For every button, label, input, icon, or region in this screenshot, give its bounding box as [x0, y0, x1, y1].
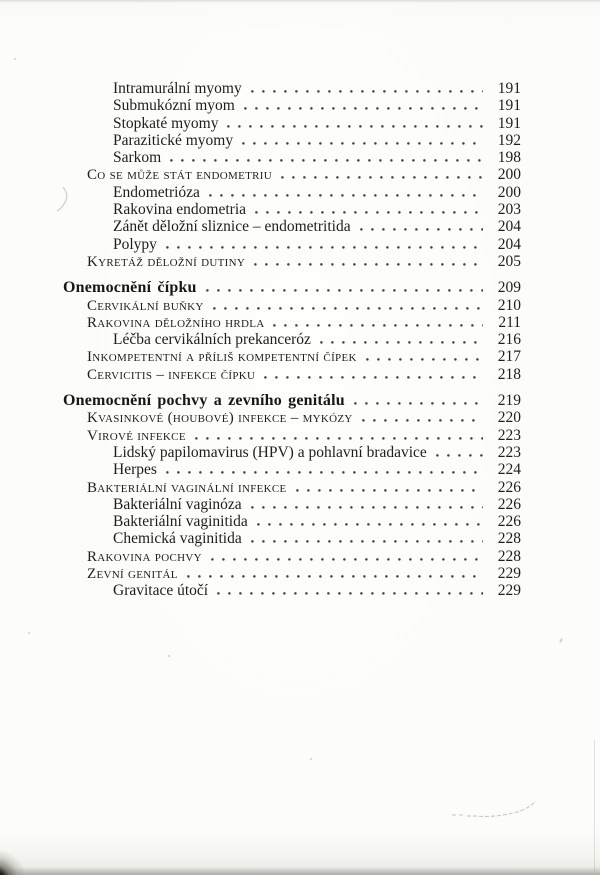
dot-leader	[209, 557, 483, 561]
dot-leader	[211, 306, 483, 310]
toc-page-number: 226	[497, 513, 521, 531]
dot-leader	[215, 591, 483, 595]
toc-entry-label: Kvasinkové (houbové) infekce – mykózy	[87, 410, 353, 427]
dust-speck	[14, 58, 16, 60]
toc-row	[63, 444, 521, 461]
dust-speck	[559, 638, 563, 643]
toc-row	[63, 218, 521, 235]
toc-row	[63, 314, 521, 331]
toc-page-number: 209	[497, 279, 521, 297]
dot-leader	[279, 175, 483, 179]
toc-row	[63, 115, 521, 132]
toc-entry-label: Bakteriální vaginóza	[113, 495, 242, 513]
scan-corner-shadow	[0, 835, 46, 875]
toc-entry-label: Onemocnění čípku	[63, 279, 197, 297]
dot-leader	[364, 357, 483, 361]
dot-leader	[249, 539, 483, 543]
toc-page-number: 223	[497, 443, 521, 461]
dot-leader	[168, 158, 483, 162]
toc-page-number: 200	[497, 183, 521, 201]
toc-row	[63, 184, 521, 201]
pencil-scribble-mark	[438, 796, 553, 828]
toc-page-number: 218	[497, 365, 521, 383]
toc-section	[63, 279, 521, 383]
toc-row	[63, 530, 521, 547]
dot-leader	[164, 470, 483, 474]
dot-leader	[253, 210, 483, 214]
toc-entry-label: Bakteriální vaginální infekce	[87, 479, 287, 496]
toc-row	[63, 166, 521, 183]
dot-leader	[185, 574, 483, 578]
dot-leader	[225, 124, 483, 128]
toc-page-number: 191	[497, 80, 521, 97]
dot-leader	[262, 375, 483, 379]
toc-entry-label: Rakovina endometria	[113, 201, 246, 219]
toc	[63, 80, 521, 600]
toc-entry-label: Inkompetentní a příliš kompetentní čípek	[87, 349, 357, 366]
toc-row	[63, 513, 521, 530]
toc-section	[63, 80, 521, 270]
toc-page-number: 217	[497, 348, 521, 366]
toc-page-number: 204	[497, 235, 521, 253]
dot-leader	[240, 141, 483, 145]
dot-leader	[294, 488, 483, 492]
toc-page-number: 205	[497, 252, 521, 270]
toc-page-number: 229	[497, 582, 521, 600]
toc-page-number: 198	[497, 149, 521, 167]
toc-page-number: 228	[497, 530, 521, 548]
toc-row	[63, 548, 521, 565]
dot-leader	[352, 401, 483, 405]
dot-leader	[252, 262, 483, 266]
toc-row	[63, 253, 521, 270]
toc-page-number: 229	[497, 565, 521, 583]
scan-edge-bottom	[0, 867, 600, 875]
toc-row	[63, 297, 521, 314]
toc-row	[63, 348, 521, 365]
scan-edge-right	[594, 740, 595, 871]
toc-page-number: 226	[497, 478, 521, 496]
dust-speck	[28, 632, 30, 634]
toc-entry-label: Parazitické myomy	[113, 131, 234, 149]
toc-row	[63, 80, 521, 97]
dot-leader	[249, 89, 483, 93]
dot-leader	[434, 453, 483, 457]
toc-entry-label: Cervicitis – infekce čípku	[87, 366, 256, 383]
toc-entry-label: Submukózní myom	[113, 97, 235, 115]
toc-section	[63, 392, 521, 600]
toc-row	[63, 279, 521, 296]
toc-entry-label: Bakteriální vaginitida	[113, 513, 248, 531]
toc-entry-label: Endometrióza	[113, 183, 200, 201]
toc-entry-label: Chemická vaginitida	[113, 530, 242, 548]
toc-row	[63, 132, 521, 149]
toc-row	[63, 565, 521, 582]
toc-row	[63, 409, 521, 426]
toc-entry-label: Kyretáž děložní dutiny	[87, 253, 246, 270]
toc-entry-label: Herpes	[113, 461, 157, 479]
toc-row	[63, 427, 521, 444]
dot-leader	[358, 227, 483, 231]
dot-leader	[271, 323, 483, 327]
toc-row	[63, 582, 521, 599]
toc-page-number: 211	[498, 313, 521, 331]
toc-entry-label: Rakovina děložního hrdla	[87, 314, 265, 331]
toc-page-number: 228	[497, 547, 521, 565]
dot-leader	[164, 245, 483, 249]
toc-row	[63, 392, 521, 409]
toc-page-number: 210	[497, 296, 521, 314]
toc-entry-label: Rakovina pochvy	[87, 548, 202, 565]
toc-row	[63, 479, 521, 496]
dot-leader	[193, 436, 483, 440]
dot-leader	[242, 106, 483, 110]
toc-entry-label: Zánět děložní sliznice – endometritida	[113, 218, 351, 236]
toc-entry-label: Polypy	[113, 235, 157, 253]
dot-leader	[249, 505, 483, 509]
dot-leader	[204, 288, 483, 292]
toc-page-number: 224	[497, 461, 521, 479]
toc-entry-label: Zevní genitál	[87, 566, 178, 583]
toc-entry-label: Stopkaté myomy	[113, 114, 219, 132]
smudge-mark	[46, 183, 78, 221]
toc-entry-label: Lidský papilomavirus (HPV) a pohlavní bradavice	[113, 443, 427, 461]
toc-row	[63, 97, 521, 114]
toc-row	[63, 366, 521, 383]
toc-page-number: 203	[497, 201, 521, 219]
toc-page-number: 200	[497, 166, 521, 184]
dot-leader	[318, 340, 483, 344]
dot-leader	[207, 193, 483, 197]
scan-edge-top	[0, 0, 600, 3]
toc-page-number: 220	[497, 409, 521, 427]
dot-leader	[360, 418, 483, 422]
toc-row	[63, 331, 521, 348]
toc-page-number: 216	[497, 331, 521, 349]
toc-page-number: 191	[497, 97, 521, 115]
toc-page-number: 226	[497, 495, 521, 513]
toc-entry-label: Virové infekce	[87, 427, 186, 444]
toc-entry-label: Sarkom	[113, 149, 162, 167]
toc-row	[63, 496, 521, 513]
toc-entry-label: Intramurální myomy	[113, 80, 242, 97]
toc-row	[63, 461, 521, 478]
toc-row	[63, 236, 521, 253]
dust-speck	[310, 758, 312, 760]
toc-entry-label: Co se může stát endometriu	[87, 167, 272, 184]
toc-entry-label: Cervikální buňky	[87, 297, 204, 314]
toc-page-number: 219	[497, 392, 521, 410]
toc-page-number: 204	[497, 218, 521, 236]
toc-page-number: 191	[497, 114, 521, 132]
toc-page-number: 223	[497, 426, 521, 444]
dust-speck	[168, 655, 170, 657]
toc-entry-label: Léčba cervikálních prekanceróz	[113, 331, 311, 349]
toc-entry-label: Gravitace útočí	[113, 582, 209, 600]
dot-leader	[255, 522, 483, 526]
toc-entry-label: Onemocnění pochvy a zevního genitálu	[63, 392, 345, 410]
toc-page-number: 192	[497, 131, 521, 149]
toc-row	[63, 149, 521, 166]
toc-row	[63, 201, 521, 218]
